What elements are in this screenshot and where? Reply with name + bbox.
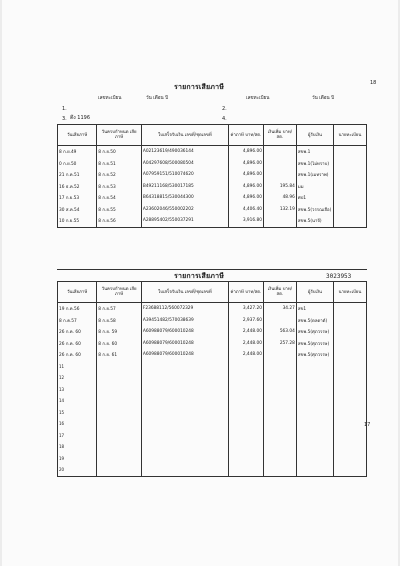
cell-tax: 4,896.00 <box>228 181 263 193</box>
table-row <box>58 169 367 181</box>
cell-payment-date: 10 ก.ย.55 <box>58 215 97 227</box>
cell-surcharge <box>263 453 296 465</box>
cell-surcharge: 257.28 <box>263 338 296 350</box>
section1-title: รายการเสียภาษี <box>174 83 225 91</box>
cell-registrar <box>334 204 367 216</box>
cell-surcharge <box>263 418 296 430</box>
cell-tax: 4,896.00 <box>228 192 263 204</box>
blank-table-row <box>58 430 367 442</box>
cell-payment-date: 16 ธ.ค.52 <box>58 181 97 193</box>
cell-registrar <box>334 441 367 453</box>
cell-receiver <box>296 441 333 453</box>
cell-payment-date: 19 ก.ค.56 <box>58 303 97 315</box>
reg-label-left: เลขทะเบียน <box>98 96 122 101</box>
col-header-tax: ค่าภาษี บาท/สต. <box>228 125 263 146</box>
cell-receipt <box>141 453 228 465</box>
cell-receiver <box>296 407 333 419</box>
page-number-bottom: 17 <box>364 422 371 428</box>
cell-surcharge <box>263 361 296 373</box>
cell-registrar <box>334 338 367 350</box>
cell-surcharge <box>263 430 296 442</box>
cell-receiver <box>296 464 333 476</box>
blank-table-row <box>58 453 367 465</box>
cell-due-date <box>97 372 142 384</box>
cell-due-date: 8 ก.ย.50 <box>97 146 142 158</box>
cell-tax <box>228 384 263 396</box>
cell-payment-date: 17 ก.ย.53 <box>58 192 97 204</box>
stamp-number: 3023953 <box>326 273 352 280</box>
table-row <box>58 158 367 170</box>
cell-receipt: A28895402/550037291 <box>141 215 228 227</box>
cell-surcharge <box>263 158 296 170</box>
table-row <box>58 204 367 216</box>
cell-due-date: 8 ก.ย.58 <box>97 315 142 327</box>
cell-payment-date: 30 ส.ค.54 <box>58 204 97 216</box>
blank-table-row <box>58 407 367 419</box>
cell-receipt <box>141 372 228 384</box>
cell-receipt <box>141 395 228 407</box>
cell-tax: 4,896.00 <box>228 169 263 181</box>
cell-tax: 2,448.00 <box>228 326 263 338</box>
cell-surcharge <box>263 395 296 407</box>
cell-due-date <box>97 407 142 419</box>
cell-receiver: มม <box>296 181 333 193</box>
cell-surcharge: 48.96 <box>263 192 296 204</box>
cell-surcharge <box>263 315 296 327</box>
blank-table-row <box>58 372 367 384</box>
cell-receipt: A23602046/550002202 <box>141 204 228 216</box>
cell-surcharge <box>263 349 296 361</box>
cell-payment-date: 15 <box>58 407 97 419</box>
cell-receiver: สขพ.1(เมทราพ) <box>296 169 333 181</box>
col-header-receipt: ใบเสร็จรับเงิน เลขที่/ชุดเลขที่ <box>141 282 228 303</box>
cell-payment-date: 13 <box>58 384 97 396</box>
table-header-row <box>58 125 367 146</box>
table-row <box>58 215 367 227</box>
row-number-2: 2. <box>222 106 227 112</box>
cell-receiver <box>296 395 333 407</box>
cell-payment-date: 14 <box>58 395 97 407</box>
cell-registrar <box>334 418 367 430</box>
cell-receiver: ศป1 <box>296 192 333 204</box>
cell-receiver: สขพ.5(ศุภวรรษ) <box>296 326 333 338</box>
col-header-receiver: ผู้รับเงิน <box>296 125 333 146</box>
cell-surcharge <box>263 407 296 419</box>
col-header-receipt: ใบเสร็จรับเงิน เลขที่/ชุดเลขที่ <box>141 125 228 146</box>
cell-surcharge <box>263 384 296 396</box>
cell-receipt <box>141 441 228 453</box>
cell-surcharge <box>263 146 296 158</box>
cell-tax <box>228 361 263 373</box>
cell-tax <box>228 441 263 453</box>
cell-due-date: 8 ก.ย.53 <box>97 181 142 193</box>
cell-receipt <box>141 430 228 442</box>
col-header-registrar: นายทะเบียน <box>334 125 367 146</box>
cell-tax <box>228 453 263 465</box>
tax-table-1 <box>57 124 367 228</box>
cell-receipt: A07959151/510074620 <box>141 169 228 181</box>
date-label-left: วัน เดือน ปี <box>146 96 169 101</box>
cell-registrar <box>334 349 367 361</box>
cell-surcharge: 132.19 <box>263 204 296 216</box>
row-number-4: 4. <box>222 116 227 122</box>
cell-receiver <box>296 372 333 384</box>
cell-payment-date: 11 <box>58 361 97 373</box>
cell-payment-date: 26 ก.ค. 60 <box>58 338 97 350</box>
col-header-receiver: ผู้รับเงิน <box>296 282 333 303</box>
cell-payment-date: 8 ก.ย.49 <box>58 146 97 158</box>
cell-surcharge <box>263 372 296 384</box>
cell-payment-date: 26 ก.ค. 60 <box>58 326 97 338</box>
cell-due-date: 8 ก.ย.57 <box>97 303 142 315</box>
blank-table-row <box>58 464 367 476</box>
cell-receipt: A02123619/490036144 <box>141 146 228 158</box>
cell-receiver: สขพ.5(ศุภวรรษ) <box>296 349 333 361</box>
cell-payment-date: 19 <box>58 453 97 465</box>
cell-receipt: A39451482/570038639 <box>141 315 228 327</box>
cell-due-date: 8 ก.ย.52 <box>97 169 142 181</box>
cell-receiver: สขพ.1 <box>296 146 333 158</box>
cell-due-date: 8 ก.ย. 61 <box>97 349 142 361</box>
cell-tax <box>228 407 263 419</box>
cell-registrar <box>334 430 367 442</box>
cell-receipt <box>141 418 228 430</box>
cell-tax: 3,916.80 <box>228 215 263 227</box>
cell-surcharge <box>263 169 296 181</box>
cell-receipt: A60988079/600010248 <box>141 326 228 338</box>
scan-left-edge <box>0 0 2 566</box>
blank-table-row <box>58 361 367 373</box>
cell-tax: 2,937.60 <box>228 315 263 327</box>
cell-registrar <box>334 395 367 407</box>
cell-tax: 3,427.20 <box>228 303 263 315</box>
cell-tax <box>228 418 263 430</box>
cell-receiver: สขพ.5(วรรณเจือ) <box>296 204 333 216</box>
table-row <box>58 326 367 338</box>
row-number-1: 1. <box>62 106 67 112</box>
col-header-due-date: วันครบกำหนด เสียภาษี <box>97 282 142 303</box>
tax-table-2 <box>57 281 367 477</box>
cell-due-date: 8 ก.ย. 59 <box>97 326 142 338</box>
col-header-surcharge: เงินเพิ่ม บาท/สต. <box>263 282 296 303</box>
cell-due-date <box>97 464 142 476</box>
cell-due-date <box>97 384 142 396</box>
cell-receiver <box>296 418 333 430</box>
cell-receipt <box>141 407 228 419</box>
cell-registrar <box>334 169 367 181</box>
cell-tax <box>228 464 263 476</box>
cell-payment-date: 12 <box>58 372 97 384</box>
cell-registrar <box>334 326 367 338</box>
cell-receipt <box>141 361 228 373</box>
cell-receipt: B49211168/530017185 <box>141 181 228 193</box>
cell-surcharge: 34.27 <box>263 303 296 315</box>
cell-registrar <box>334 303 367 315</box>
cell-registrar <box>334 453 367 465</box>
cell-payment-date: 18 <box>58 441 97 453</box>
cell-due-date: 8 ก.ย.55 <box>97 204 142 216</box>
table-row <box>58 192 367 204</box>
cell-payment-date: 0 ก.ย.50 <box>58 158 97 170</box>
cell-receiver <box>296 384 333 396</box>
table-header-row <box>58 282 367 303</box>
cell-receiver: สขพ.1(ไม่ทราบ) <box>296 158 333 170</box>
cell-receiver: สขพ.5(ศุภวรรษ) <box>296 338 333 350</box>
cell-tax <box>228 395 263 407</box>
row-number-3: 3. <box>62 116 67 122</box>
cell-registrar <box>334 464 367 476</box>
cell-surcharge <box>263 441 296 453</box>
page-number-top: 18 <box>370 80 377 86</box>
cell-receipt: F23688112/560072329 <box>141 303 228 315</box>
cell-due-date <box>97 361 142 373</box>
table-row <box>58 338 367 350</box>
cell-receipt: A04297608/500080504 <box>141 158 228 170</box>
cell-registrar <box>334 361 367 373</box>
col-header-payment-date: วันเสียภาษี <box>58 282 97 303</box>
cell-receipt: A60988079/600010248 <box>141 349 228 361</box>
cell-registrar <box>334 215 367 227</box>
table-row <box>58 315 367 327</box>
cell-tax <box>228 430 263 442</box>
col-header-payment-date: วันเสียภาษี <box>58 125 97 146</box>
col-header-tax: ค่าภาษี บาท/สต. <box>228 282 263 303</box>
cell-tax: 2,448.00 <box>228 338 263 350</box>
cell-registrar <box>334 192 367 204</box>
cell-due-date: 8 ก.ย. 60 <box>97 338 142 350</box>
cell-tax: 4,896.00 <box>228 158 263 170</box>
cell-receiver <box>296 361 333 373</box>
cell-due-date <box>97 395 142 407</box>
cell-receipt <box>141 464 228 476</box>
cell-receipt: A60988079/600010248 <box>141 338 228 350</box>
col-header-due-date: วันครบกำหนด เสียภาษี <box>97 125 142 146</box>
cell-registrar <box>334 384 367 396</box>
date-label-right: วัน เดือน ปี <box>312 96 335 101</box>
cell-payment-date: 8 ก.ค.57 <box>58 315 97 327</box>
cell-surcharge: 563.04 <box>263 326 296 338</box>
cell-registrar <box>334 372 367 384</box>
cell-due-date <box>97 441 142 453</box>
cell-receiver <box>296 430 333 442</box>
section2-title: รายการเสียภาษี <box>174 272 225 280</box>
col-header-surcharge: เงินเพิ่ม บาท/สต. <box>263 125 296 146</box>
cell-payment-date: 16 <box>58 418 97 430</box>
cell-tax: 4,406.40 <box>228 204 263 216</box>
section-divider <box>57 269 367 270</box>
cell-due-date <box>97 453 142 465</box>
reg-value: ตึง 1196 <box>70 115 91 121</box>
cell-surcharge <box>263 464 296 476</box>
blank-table-row <box>58 441 367 453</box>
cell-receiver: สขพ.5(ดลดาต์) <box>296 315 333 327</box>
table-row <box>58 303 367 315</box>
cell-registrar <box>334 181 367 193</box>
cell-surcharge <box>263 215 296 227</box>
cell-payment-date: 17 <box>58 430 97 442</box>
cell-payment-date: 26 ก.ค. 60 <box>58 349 97 361</box>
cell-due-date: 8 ก.ย.54 <box>97 192 142 204</box>
cell-due-date: 8 ก.ย.56 <box>97 215 142 227</box>
cell-payment-date: 21 ก.ค.51 <box>58 169 97 181</box>
table-row <box>58 349 367 361</box>
cell-receiver <box>296 453 333 465</box>
cell-registrar <box>334 407 367 419</box>
col-header-registrar: นายทะเบียน <box>334 282 367 303</box>
cell-due-date <box>97 418 142 430</box>
cell-due-date <box>97 430 142 442</box>
cell-registrar <box>334 146 367 158</box>
cell-surcharge: 195.84 <box>263 181 296 193</box>
cell-tax: 2,448.00 <box>228 349 263 361</box>
cell-due-date: 8 ก.ย.51 <box>97 158 142 170</box>
table-row <box>58 181 367 193</box>
blank-table-row <box>58 384 367 396</box>
blank-table-row <box>58 418 367 430</box>
cell-receiver: สข1 <box>296 303 333 315</box>
table-row <box>58 146 367 158</box>
cell-tax <box>228 372 263 384</box>
cell-registrar <box>334 158 367 170</box>
cell-receiver: สขพ.5(นาจี) <box>296 215 333 227</box>
cell-receipt: B64318815/530044300 <box>141 192 228 204</box>
cell-tax: 4,896.00 <box>228 146 263 158</box>
cell-receipt <box>141 384 228 396</box>
cell-registrar <box>334 315 367 327</box>
reg-label-right: เลขทะเบียน <box>246 96 270 101</box>
cell-payment-date: 20 <box>58 464 97 476</box>
blank-table-row <box>58 395 367 407</box>
